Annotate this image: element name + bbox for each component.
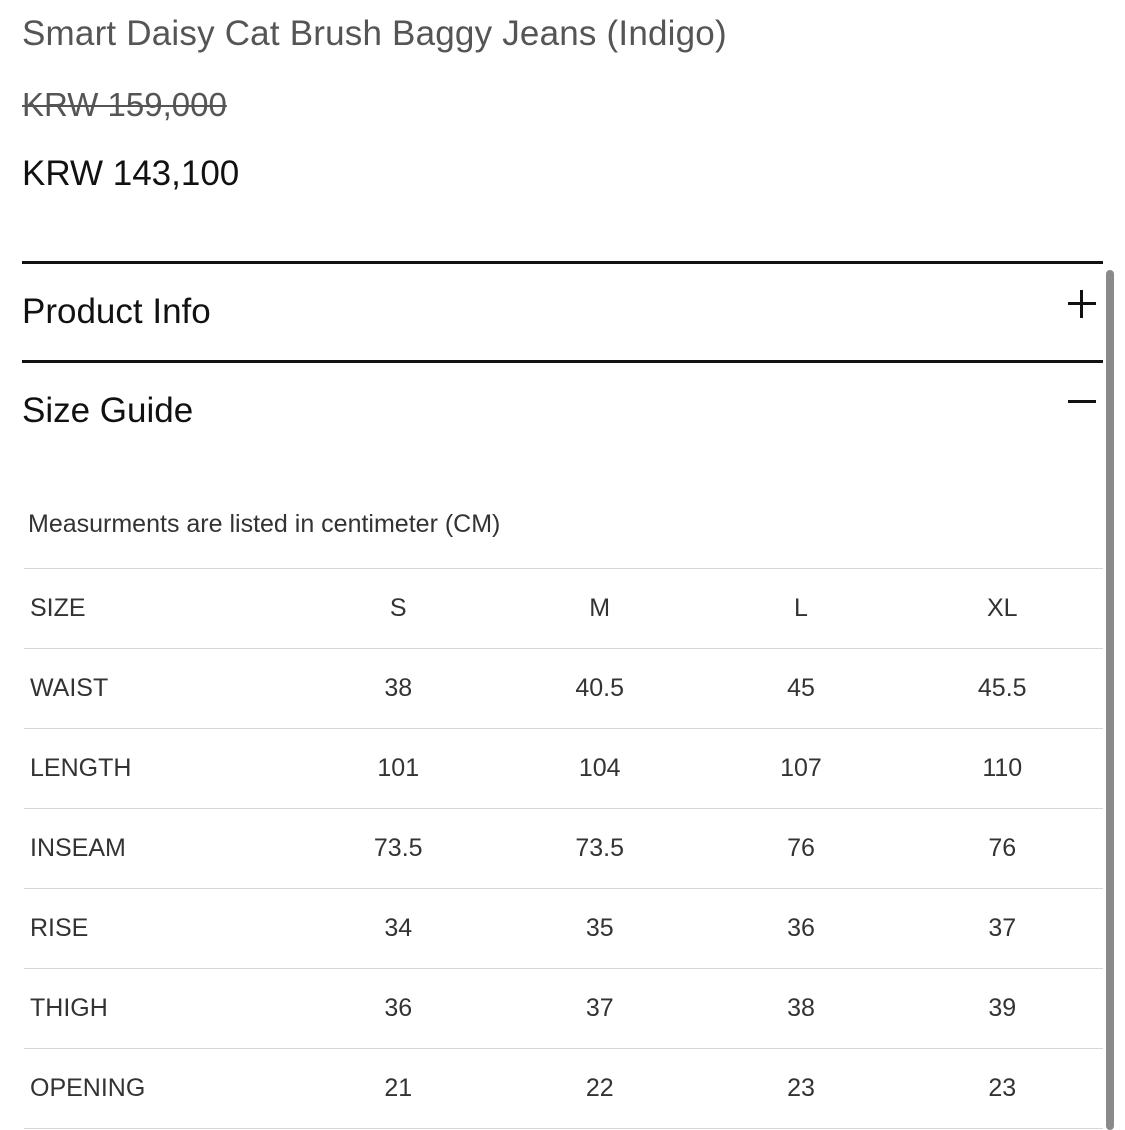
table-cell: 38 [787,994,815,1022]
table-cell: S [389,594,407,622]
measurement-note: Measurments are listed in centimeter (CM) [28,510,501,538]
table-cell: L [794,594,808,622]
divider [22,261,1103,264]
table-cell: 34 [384,914,413,942]
table-cell: 23 [988,1074,1017,1102]
table-cell: 39 [988,994,1017,1022]
table-row [24,889,1103,969]
original-price: KRW 159,000 [22,86,227,123]
table-cell: 38 [384,674,413,702]
row-label: OPENING [30,1074,146,1102]
product-info-label[interactable]: Product Info [22,292,211,331]
divider [22,360,1103,363]
table-cell: 73.5 [575,834,625,862]
table-cell: 104 [578,754,621,782]
size-table [24,568,1103,1129]
minus-icon[interactable] [1066,386,1098,418]
table-cell: 76 [787,834,815,862]
row-label: SIZE [30,594,86,622]
table-cell: 37 [988,914,1017,942]
sale-price: KRW 143,100 [22,154,240,193]
size-guide-label[interactable]: Size Guide [22,391,194,430]
table-cell: 36 [787,914,815,942]
table-cell: 22 [585,1074,614,1102]
table-cell: 73.5 [373,834,423,862]
table-cell: 76 [988,834,1017,862]
table-cell: 36 [384,994,413,1022]
row-label: WAIST [30,674,109,702]
table-cell: 21 [384,1074,413,1102]
table-cell: M [589,594,611,622]
table-cell: 110 [982,754,1023,782]
table-cell: 107 [780,754,822,782]
table-row [24,649,1103,729]
table-cell: XL [986,594,1018,622]
table-row [24,729,1103,809]
table-row [24,969,1103,1049]
table-cell: 45.5 [977,674,1027,702]
table-cell: 35 [585,914,614,942]
table-cell: 37 [585,994,614,1022]
table-row [24,1049,1103,1129]
table-header-row [24,569,1103,649]
row-label: RISE [30,914,89,942]
table-cell: 101 [377,754,420,782]
table-cell: 40.5 [575,674,625,702]
table-row [24,809,1103,889]
row-label: THIGH [30,994,108,1022]
scrollbar[interactable] [1106,270,1114,1130]
plus-icon[interactable] [1066,288,1098,320]
row-label: INSEAM [30,834,126,862]
row-label: LENGTH [30,754,132,782]
product-title: Smart Daisy Cat Brush Baggy Jeans (Indigo) [22,14,727,53]
table-cell: 23 [787,1074,815,1102]
table-cell: 45 [787,674,815,702]
